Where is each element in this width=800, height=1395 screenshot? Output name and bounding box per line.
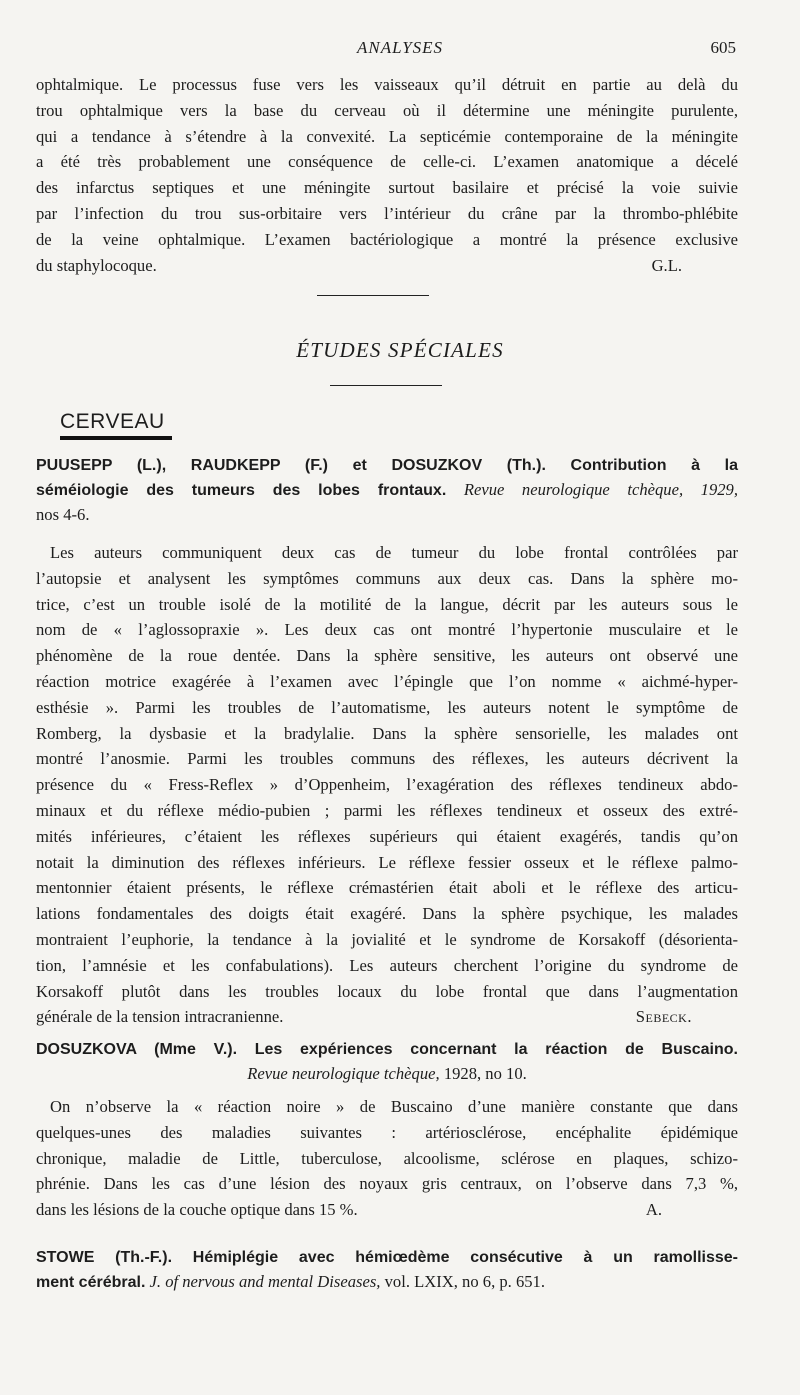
text-line: montré l’anosmie. Parmi les troubles communs des réflexes, les auteurs décrivent la <box>36 749 738 769</box>
entry-heading <box>36 1036 738 1086</box>
text-line: mités inférieures, c’étaient les réflexes supérieurs qui étaient exagérés, tandis qu’on <box>36 826 738 846</box>
text-line: quelques-unes des maladies suivantes : artériosclérose, encéphalite épidémique <box>36 1122 738 1142</box>
text-line: Korsakoff plutôt dans les troubles locaux du lobe frontal que dans l’augmentation <box>36 981 738 1001</box>
text-line: esthésie ». Parmi les troubles de l’automatisme, les auteurs notent le symptôme de <box>36 697 738 717</box>
entry-heading <box>36 452 738 527</box>
text-line: trice, c’est un trouble isolé de la motilité de la langue, décrit par les auteurs sous le <box>36 594 738 614</box>
text-line: On n’observe la « réaction noire » de Buscaino d’une manière constante que dans <box>50 1097 738 1116</box>
text-line: Les auteurs communiquent deux cas de tumeur du lobe frontal contrôlées par <box>50 543 738 562</box>
entry-journal: Revue neurologique tchèque, 1929, <box>463 480 738 499</box>
text-line <box>36 253 738 279</box>
text-line: phénomène de la roue dentée. Dans la sphère sensitive, les auteurs ont observé une <box>36 646 738 666</box>
text-line: ophtalmique. Le processus fuse vers les vaisseaux qu’il détruit en partie au delà du <box>36 75 738 94</box>
text-line: par l’infection du trou sus-orbitaire vers l’intérieur du crâne par la thrombo-phlébite <box>36 203 738 223</box>
text-line-content: du staphylocoque. <box>36 255 157 275</box>
divider-rule <box>317 295 429 296</box>
entry-body <box>36 1094 738 1223</box>
text-line: Romberg, la dysbasie et la bradylalie. Dans la sphère sensorielle, les malades ont <box>36 723 738 743</box>
text-line: mentonnier étaient présents, le réflexe crémastérien était aboli et le réflexe des articu- <box>36 878 738 898</box>
running-head-title: ANALYSES <box>356 38 444 57</box>
text-line <box>36 1004 738 1030</box>
entry-body <box>36 540 738 1030</box>
text-line: minaux et du réflexe médio-pubien ; parmi les réflexes tendineux et osseux des extré- <box>36 800 738 820</box>
entry-signature: Sebeck. <box>635 1007 692 1027</box>
entry-signature: A. <box>645 1200 662 1220</box>
entry-heading-line <box>36 1269 738 1294</box>
entry-issue: vol. LXIX, no 6, p. 651. <box>384 1272 546 1291</box>
running-head <box>0 38 800 60</box>
entry-journal: Revue neurologique tchèque, <box>247 1064 440 1083</box>
entry-title: séméiologie des tumeurs des lobes frontaux. <box>36 482 447 499</box>
entry-heading-line <box>36 1036 738 1061</box>
text-line-content: générale de la tension intracranienne. <box>36 1007 284 1027</box>
entry-heading-line <box>36 477 738 502</box>
entry-heading-line <box>36 1244 738 1269</box>
entry-issue: nos 4-6. <box>36 505 90 524</box>
text-line: a été très probablement une conséquence de celle-ci. L’examen anatomique a décelé <box>36 152 738 172</box>
text-line: lations fondamentales des doigts était exagéré. Dans la sphère psychique, les malades <box>36 904 738 924</box>
entry-authors-title: PUUSEPP (L.), RAUDKEPP (F.) et DOSUZKOV (Th.). Contribution à la <box>36 457 738 474</box>
section-title: ÉTUDES SPÉCIALES <box>296 338 504 362</box>
entry-journal: J. of nervous and mental Diseases, <box>149 1272 381 1291</box>
entry-heading <box>36 1244 738 1294</box>
entry-authors-title: DOSUZKOVA (Mme V.). Les expériences concernant la réaction de Buscaino. <box>36 1041 738 1058</box>
text-line: nom de « l’aglossopraxie ». Les deux cas ont montré l’hypertonie musculaire et le <box>36 620 738 640</box>
text-line: réaction motrice exagérée à l’examen avec l’épingle que l’on nomme « aichmé-hyper- <box>36 671 738 691</box>
text-line: notait la diminution des réflexes inférieurs. Le réflexe fessier osseux et le réflexe palmo- <box>36 852 738 872</box>
entry-issue: 1928, no 10. <box>443 1064 527 1083</box>
entry-authors-title: STOWE (Th.-F.). Hémiplégie avec hémiœdème consécutive à un ramollisse- <box>36 1249 738 1266</box>
text-line <box>36 1197 738 1223</box>
entry-heading-line <box>36 1061 738 1086</box>
text-line: montraient l’euphorie, la tendance à la jovialité et le syndrome de Korsakoff (désorienta- <box>36 929 738 949</box>
text-line: des infarctus septiques et une méningite surtout basilaire et précisé la voie suivie <box>36 178 738 198</box>
text-line: trou ophtalmique vers la base du cerveau où il détermine une méningite purulente, <box>36 100 738 120</box>
page-number: 605 <box>710 38 736 57</box>
divider-rule <box>330 385 442 386</box>
entry-heading-line <box>36 452 738 477</box>
subsection-underline <box>60 436 172 440</box>
entry-heading-line <box>36 502 738 527</box>
intro-paragraph <box>36 72 738 278</box>
text-line-content: dans les lésions de la couche optique dans 15 %. <box>36 1200 358 1220</box>
text-line: tion, l’amnésie et les confabulations). Les auteurs cherchent l’origine du syndrome de <box>36 955 738 975</box>
text-line: qui a tendance à s’étendre à la convexité. La septicémie contemporaine de la méningite <box>36 126 738 146</box>
text-line: l’autopsie et analysent les symptômes communs aux deux cas. Dans la sphère mo- <box>36 568 738 588</box>
intro-signature: G.L. <box>651 255 682 275</box>
entry-title: ment cérébral. <box>36 1274 146 1291</box>
text-line: phrénie. Dans les cas d’une lésion des noyaux gris centraux, on l’observe dans 7,3 %, <box>36 1174 738 1194</box>
subsection-title: CERVEAU <box>60 410 165 433</box>
text-line: chronique, maladie de Little, tuberculose, alcoolisme, sclérose en plaques, schizo- <box>36 1148 738 1168</box>
text-line: présence du « Fress-Reflex » d’Oppenheim, l’exagération des réflexes tendineux abdo- <box>36 775 738 795</box>
text-line: de la veine ophtalmique. L’examen bactériologique a montré la présence exclusive <box>36 229 738 249</box>
